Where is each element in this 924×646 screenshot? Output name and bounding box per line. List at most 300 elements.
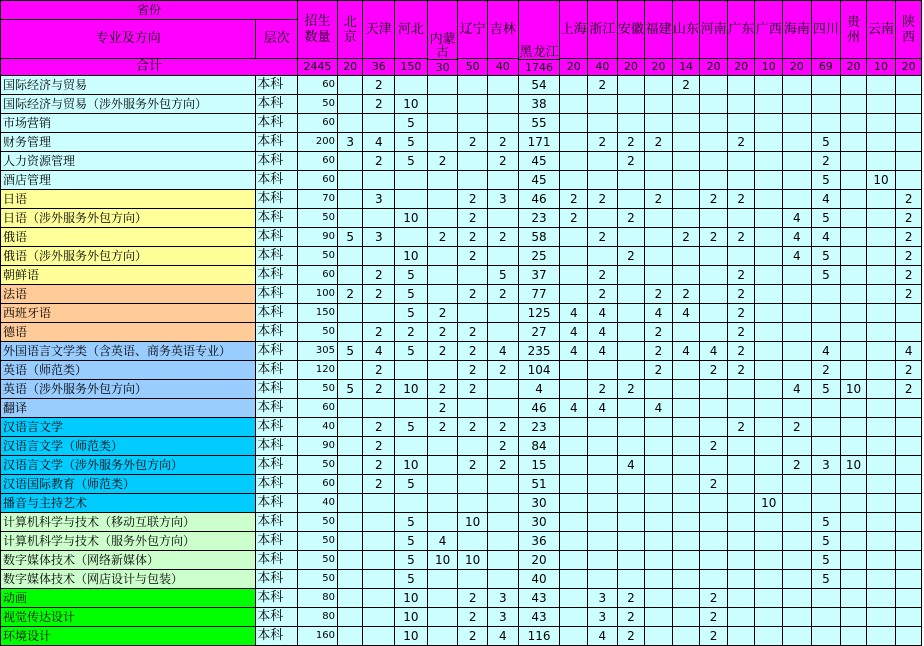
province-header-cell: 省份 — [1, 1, 298, 20]
count-cell: 2 — [363, 418, 395, 437]
count-cell: 5 — [395, 304, 428, 323]
count-cell — [783, 551, 812, 570]
count-cell — [588, 551, 618, 570]
count-cell — [755, 342, 783, 361]
count-cell — [617, 494, 645, 513]
count-cell: 2 — [896, 285, 922, 304]
table-row — [1, 513, 922, 532]
count-cell — [700, 494, 728, 513]
count-cell — [755, 304, 783, 323]
count-cell — [755, 361, 783, 380]
table-row — [1, 456, 922, 475]
count-cell — [617, 551, 645, 570]
province-name: 陕西 — [896, 1, 922, 59]
count-cell — [783, 304, 812, 323]
quota-cell: 60 — [298, 114, 338, 133]
count-cell: 4 — [672, 304, 700, 323]
count-cell: 2 — [363, 285, 395, 304]
major-header-cell: 专业及方向 — [1, 20, 256, 59]
count-cell — [617, 532, 645, 551]
major-name: 俄语 — [1, 228, 256, 247]
count-cell: 10 — [755, 494, 783, 513]
count-cell: 10 — [841, 380, 867, 399]
province-name: 贵州 — [841, 1, 867, 59]
count-cell — [866, 133, 896, 152]
count-cell: 2 — [458, 456, 488, 475]
table-row — [1, 152, 922, 171]
province-name: 广西 — [755, 1, 783, 59]
count-cell — [755, 266, 783, 285]
count-cell: 2 — [727, 190, 755, 209]
count-cell — [560, 494, 588, 513]
count-cell — [395, 361, 428, 380]
count-cell: 2 — [700, 190, 728, 209]
province-total: 20 — [645, 59, 673, 76]
count-cell — [427, 247, 458, 266]
count-cell: 2 — [427, 399, 458, 418]
count-cell: 5 — [395, 114, 428, 133]
count-cell: 4 — [700, 342, 728, 361]
count-cell — [700, 247, 728, 266]
count-cell — [841, 285, 867, 304]
count-cell — [337, 304, 363, 323]
count-cell: 5 — [811, 247, 841, 266]
count-cell — [488, 304, 519, 323]
count-cell — [672, 190, 700, 209]
table-row — [1, 95, 922, 114]
count-cell — [727, 152, 755, 171]
count-cell — [617, 437, 645, 456]
count-cell — [783, 190, 812, 209]
count-cell — [755, 532, 783, 551]
count-cell: 23 — [518, 209, 560, 228]
count-cell — [337, 551, 363, 570]
count-cell — [783, 570, 812, 589]
count-cell — [645, 95, 673, 114]
count-cell — [337, 418, 363, 437]
quota-cell: 50 — [298, 513, 338, 532]
count-cell — [755, 570, 783, 589]
count-cell: 5 — [395, 285, 428, 304]
count-cell — [672, 551, 700, 570]
count-cell: 4 — [588, 399, 618, 418]
level-cell: 本科 — [256, 513, 298, 532]
count-cell: 45 — [518, 171, 560, 190]
count-cell — [458, 437, 488, 456]
count-cell: 5 — [811, 380, 841, 399]
count-cell: 5 — [811, 570, 841, 589]
count-cell — [700, 266, 728, 285]
count-cell: 2 — [363, 323, 395, 342]
count-cell — [560, 475, 588, 494]
count-cell: 2 — [588, 76, 618, 95]
count-cell — [783, 266, 812, 285]
count-cell: 2 — [363, 95, 395, 114]
province-name: 云南 — [866, 1, 896, 59]
count-cell: 2 — [363, 456, 395, 475]
count-cell: 4 — [488, 342, 519, 361]
count-cell — [395, 437, 428, 456]
level-cell: 本科 — [256, 209, 298, 228]
count-cell — [458, 494, 488, 513]
count-cell — [645, 437, 673, 456]
count-cell — [841, 152, 867, 171]
count-cell — [645, 266, 673, 285]
count-cell: 2 — [811, 361, 841, 380]
count-cell — [337, 399, 363, 418]
count-cell — [866, 228, 896, 247]
count-cell — [427, 190, 458, 209]
count-cell: 27 — [518, 323, 560, 342]
count-cell — [427, 513, 458, 532]
count-cell — [337, 475, 363, 494]
count-cell: 2 — [645, 133, 673, 152]
count-cell — [841, 361, 867, 380]
count-cell: 84 — [518, 437, 560, 456]
count-cell — [755, 627, 783, 646]
count-cell — [617, 513, 645, 532]
count-cell: 125 — [518, 304, 560, 323]
count-cell — [560, 570, 588, 589]
count-cell: 5 — [395, 532, 428, 551]
count-cell — [841, 589, 867, 608]
count-cell — [588, 418, 618, 437]
count-cell: 2 — [896, 361, 922, 380]
count-cell — [866, 570, 896, 589]
count-cell — [645, 171, 673, 190]
count-cell: 10 — [458, 551, 488, 570]
count-cell: 2 — [363, 76, 395, 95]
province-total: 20 — [783, 59, 812, 76]
count-cell — [700, 551, 728, 570]
count-cell: 2 — [427, 228, 458, 247]
count-cell — [588, 95, 618, 114]
count-cell — [645, 380, 673, 399]
count-cell — [896, 532, 922, 551]
count-cell — [560, 95, 588, 114]
count-cell — [783, 285, 812, 304]
level-cell: 本科 — [256, 570, 298, 589]
province-total: 20 — [560, 59, 588, 76]
count-cell: 2 — [617, 627, 645, 646]
count-cell — [866, 475, 896, 494]
table-row — [1, 380, 922, 399]
count-cell: 10 — [395, 95, 428, 114]
count-cell — [783, 399, 812, 418]
count-cell — [755, 380, 783, 399]
count-cell — [617, 399, 645, 418]
count-cell — [427, 76, 458, 95]
major-name: 酒店管理 — [1, 171, 256, 190]
count-cell: 10 — [458, 513, 488, 532]
count-cell — [672, 494, 700, 513]
count-cell — [866, 114, 896, 133]
level-cell: 本科 — [256, 228, 298, 247]
table-row — [1, 361, 922, 380]
count-cell — [458, 532, 488, 551]
count-cell — [488, 570, 519, 589]
count-cell: 2 — [896, 266, 922, 285]
count-cell: 2 — [727, 418, 755, 437]
level-cell: 本科 — [256, 247, 298, 266]
major-name: 环境设计 — [1, 627, 256, 646]
count-cell: 2 — [363, 380, 395, 399]
count-cell — [727, 513, 755, 532]
count-cell — [700, 133, 728, 152]
province-total: 10 — [755, 59, 783, 76]
level-cell: 本科 — [256, 266, 298, 285]
count-cell: 2 — [488, 152, 519, 171]
count-cell — [672, 133, 700, 152]
count-cell — [841, 475, 867, 494]
count-cell — [560, 608, 588, 627]
count-cell — [727, 570, 755, 589]
count-cell — [560, 551, 588, 570]
count-cell: 4 — [427, 532, 458, 551]
count-cell: 2 — [700, 475, 728, 494]
count-cell: 2 — [896, 247, 922, 266]
major-name: 人力资源管理 — [1, 152, 256, 171]
major-name: 计算机科学与技术（移动互联方向） — [1, 513, 256, 532]
count-cell: 2 — [588, 266, 618, 285]
count-cell — [755, 171, 783, 190]
count-cell — [588, 570, 618, 589]
count-cell — [488, 209, 519, 228]
count-cell — [645, 494, 673, 513]
count-cell — [783, 589, 812, 608]
level-header-cell: 层次 — [256, 20, 298, 59]
count-cell — [363, 304, 395, 323]
count-cell — [427, 95, 458, 114]
count-cell: 2 — [672, 285, 700, 304]
count-cell — [427, 114, 458, 133]
quota-cell: 40 — [298, 494, 338, 513]
table-row — [1, 114, 922, 133]
count-cell: 4 — [672, 342, 700, 361]
count-cell: 171 — [518, 133, 560, 152]
count-cell — [700, 304, 728, 323]
count-cell: 2 — [488, 228, 519, 247]
count-cell — [866, 399, 896, 418]
count-cell — [811, 399, 841, 418]
count-cell — [783, 342, 812, 361]
count-cell: 4 — [560, 304, 588, 323]
total-label: 合计 — [1, 59, 298, 76]
count-cell — [672, 418, 700, 437]
count-cell — [560, 133, 588, 152]
count-cell — [672, 513, 700, 532]
count-cell — [588, 152, 618, 171]
level-cell: 本科 — [256, 342, 298, 361]
count-cell — [337, 190, 363, 209]
count-cell — [841, 532, 867, 551]
count-cell: 4 — [783, 209, 812, 228]
count-cell — [427, 494, 458, 513]
count-cell — [866, 513, 896, 532]
count-cell — [755, 209, 783, 228]
count-cell — [617, 304, 645, 323]
count-cell: 51 — [518, 475, 560, 494]
count-cell — [727, 494, 755, 513]
major-name: 视觉传达设计 — [1, 608, 256, 627]
count-cell — [488, 532, 519, 551]
count-cell — [866, 494, 896, 513]
province-name — [518, 1, 560, 76]
count-cell: 2 — [458, 209, 488, 228]
count-cell — [896, 399, 922, 418]
major-name: 计算机科学与技术（服务外包方向） — [1, 532, 256, 551]
count-cell: 2 — [645, 342, 673, 361]
count-cell — [672, 532, 700, 551]
table-row — [1, 247, 922, 266]
count-cell — [896, 76, 922, 95]
count-cell — [866, 76, 896, 95]
province-total: 40 — [588, 59, 618, 76]
count-cell: 2 — [700, 437, 728, 456]
count-cell — [700, 532, 728, 551]
table-row — [1, 323, 922, 342]
count-cell — [700, 399, 728, 418]
count-cell — [727, 456, 755, 475]
count-cell: 2 — [588, 285, 618, 304]
count-cell: 10 — [395, 456, 428, 475]
table-row — [1, 589, 922, 608]
count-cell — [363, 494, 395, 513]
count-cell: 2 — [588, 380, 618, 399]
count-cell — [783, 494, 812, 513]
count-cell: 2 — [488, 418, 519, 437]
province-total: 20 — [841, 59, 867, 76]
count-cell — [427, 627, 458, 646]
count-cell — [672, 380, 700, 399]
count-cell: 4 — [518, 380, 560, 399]
count-cell — [866, 247, 896, 266]
province-name-text: 黑龙江 — [519, 45, 559, 60]
count-cell — [727, 76, 755, 95]
province-total: 40 — [488, 59, 519, 76]
count-cell — [560, 266, 588, 285]
table-row — [1, 418, 922, 437]
count-cell: 10 — [395, 247, 428, 266]
count-cell — [337, 532, 363, 551]
count-cell — [755, 247, 783, 266]
count-cell — [811, 114, 841, 133]
count-cell: 36 — [518, 532, 560, 551]
count-cell — [896, 456, 922, 475]
count-cell — [645, 570, 673, 589]
count-cell — [896, 323, 922, 342]
count-cell: 2 — [395, 323, 428, 342]
count-cell — [427, 285, 458, 304]
count-cell — [337, 152, 363, 171]
count-cell — [488, 95, 519, 114]
count-cell: 10 — [866, 171, 896, 190]
count-cell: 2 — [672, 228, 700, 247]
count-cell — [672, 95, 700, 114]
count-cell — [841, 266, 867, 285]
count-cell: 5 — [811, 133, 841, 152]
count-cell — [617, 361, 645, 380]
province-total: 20 — [337, 59, 363, 76]
count-cell — [672, 152, 700, 171]
count-cell: 104 — [518, 361, 560, 380]
count-cell — [560, 513, 588, 532]
count-cell: 5 — [395, 570, 428, 589]
count-cell — [755, 133, 783, 152]
count-cell — [560, 247, 588, 266]
count-cell: 4 — [617, 456, 645, 475]
count-cell — [755, 76, 783, 95]
count-cell — [866, 627, 896, 646]
count-cell — [672, 627, 700, 646]
count-cell: 4 — [363, 342, 395, 361]
count-cell — [700, 456, 728, 475]
count-cell — [811, 304, 841, 323]
count-cell — [363, 532, 395, 551]
quota-cell: 60 — [298, 152, 338, 171]
count-cell — [617, 228, 645, 247]
count-cell: 5 — [395, 342, 428, 361]
count-cell: 2 — [727, 361, 755, 380]
count-cell: 2 — [727, 266, 755, 285]
count-cell — [363, 513, 395, 532]
major-name: 动画 — [1, 589, 256, 608]
count-cell: 2 — [783, 418, 812, 437]
count-cell: 5 — [395, 152, 428, 171]
count-cell — [363, 627, 395, 646]
count-cell — [645, 551, 673, 570]
quota-cell: 80 — [298, 589, 338, 608]
count-cell — [363, 171, 395, 190]
major-name: 德语 — [1, 323, 256, 342]
province-name: 浙江 — [588, 1, 618, 59]
count-cell — [755, 475, 783, 494]
count-cell — [617, 190, 645, 209]
count-cell — [700, 209, 728, 228]
level-cell: 本科 — [256, 456, 298, 475]
province-name: 海南 — [783, 1, 812, 59]
count-cell: 4 — [783, 228, 812, 247]
level-cell: 本科 — [256, 551, 298, 570]
count-cell: 46 — [518, 190, 560, 209]
count-cell — [560, 437, 588, 456]
province-name: 天津 — [363, 1, 395, 59]
count-cell — [617, 570, 645, 589]
count-cell — [866, 209, 896, 228]
count-cell — [588, 532, 618, 551]
count-cell — [727, 475, 755, 494]
count-cell: 10 — [395, 627, 428, 646]
count-cell: 2 — [458, 627, 488, 646]
count-cell — [866, 456, 896, 475]
count-cell — [337, 209, 363, 228]
count-cell: 10 — [427, 551, 458, 570]
count-cell — [783, 133, 812, 152]
major-name: 英语（师范类） — [1, 361, 256, 380]
count-cell: 2 — [700, 228, 728, 247]
count-cell — [841, 95, 867, 114]
level-cell: 本科 — [256, 190, 298, 209]
count-cell — [755, 437, 783, 456]
count-cell — [700, 285, 728, 304]
count-cell: 2 — [458, 361, 488, 380]
count-cell: 2 — [617, 209, 645, 228]
count-cell — [337, 627, 363, 646]
count-cell — [363, 551, 395, 570]
count-cell: 46 — [518, 399, 560, 418]
level-cell: 本科 — [256, 171, 298, 190]
count-cell: 10 — [395, 608, 428, 627]
